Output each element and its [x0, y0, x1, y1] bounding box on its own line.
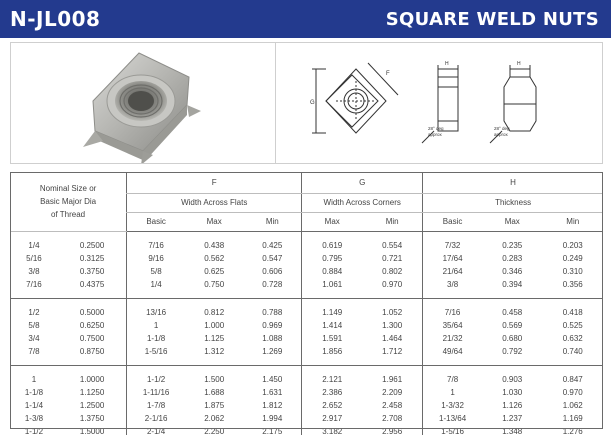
cell-nominal-decimal: 0.8750	[58, 345, 127, 366]
cell-f-max: 1.000	[204, 320, 225, 330]
cell-h-min: 0.740	[542, 345, 603, 366]
cell-f-min: 0.606	[262, 266, 283, 276]
dim-label-f: F	[386, 71, 390, 77]
cell-h-min: 0.249	[562, 253, 583, 263]
table-row	[10, 252, 603, 265]
cell-f-basic: 1/4	[127, 278, 185, 299]
cell-g-min: 1.961	[382, 374, 403, 384]
cell-nominal-size: 7/16	[10, 278, 58, 299]
cell-nominal-size: 5/8	[28, 320, 40, 330]
cell-g-max: 1.591	[302, 332, 362, 345]
group-g-letter: G	[302, 172, 423, 193]
cell-f-basic: 1	[127, 319, 185, 332]
cell-h-max: 0.283	[502, 253, 523, 263]
cell-g-max: 1.149	[302, 298, 362, 319]
cell-g-max: 2.652	[302, 399, 362, 412]
dim-label-h1: H	[445, 61, 449, 67]
cell-h-max: 0.903	[502, 374, 523, 384]
cell-f-basic: 7/16	[127, 231, 185, 252]
col-f-basic: Basic	[127, 212, 185, 231]
cell-f-max: 0.438	[204, 240, 225, 250]
cell-nominal-size: 1	[31, 374, 37, 384]
cell-g-max: 2.121	[302, 365, 362, 386]
cell-f-max: 2.062	[204, 413, 225, 423]
cell-f-min: 1.450	[262, 374, 283, 384]
cell-h-min: 0.632	[562, 333, 583, 343]
dimensions-table	[10, 172, 603, 435]
table-row	[10, 231, 603, 252]
cell-g-max: 0.619	[302, 231, 362, 252]
cell-g-min: 2.458	[382, 400, 403, 410]
cell-g-max: 2.917	[302, 412, 362, 425]
cell-nominal-size: 3/4	[28, 333, 40, 343]
cell-f-max: 0.812	[204, 307, 225, 317]
cell-f-min: 0.969	[262, 320, 283, 330]
cell-f-max: 1.688	[204, 387, 225, 397]
cell-nominal-size: 3/8	[28, 266, 40, 276]
cell-h-min: 0.525	[562, 320, 583, 330]
product-title: SQUARE WELD NUTS	[385, 8, 599, 30]
cell-h-max: 0.680	[502, 333, 523, 343]
cell-f-max: 0.625	[204, 266, 225, 276]
cell-f-max: 1.500	[204, 374, 225, 384]
cell-nominal-decimal: 0.3750	[79, 266, 105, 276]
cell-h-max: 0.458	[502, 307, 523, 317]
cell-h-min: 0.418	[562, 307, 583, 317]
cell-h-basic: 7/16	[423, 298, 482, 319]
cell-nominal-decimal: 1.2500	[79, 400, 105, 410]
cell-nominal-size: 5/16	[26, 253, 42, 263]
col-f-min: Min	[243, 212, 301, 231]
cell-h-basic: 17/64	[423, 252, 482, 265]
cell-g-min: 1.464	[382, 333, 403, 343]
angle-label-1b: approx	[428, 132, 442, 137]
cell-h-min: 0.310	[562, 266, 583, 276]
table-row	[10, 319, 603, 332]
cell-h-basic: 21/32	[423, 332, 482, 345]
col-g-max: Max	[302, 212, 362, 231]
cell-f-min: 1.088	[262, 333, 283, 343]
title-banner	[0, 0, 611, 38]
cell-g-max: 1.856	[302, 345, 362, 366]
technical-drawing	[276, 43, 602, 163]
cell-f-basic: 1-7/8	[127, 399, 185, 412]
cell-f-basic: 9/16	[127, 252, 185, 265]
cell-f-max: 2.250	[204, 426, 225, 435]
cell-nominal-decimal: 0.6250	[79, 320, 105, 330]
angle-label-2b: approx	[494, 132, 508, 137]
cell-nominal-size: 1-3/8	[24, 413, 44, 423]
cell-f-basic: 1-1/8	[127, 332, 185, 345]
cell-h-max: 0.569	[502, 320, 523, 330]
cell-h-basic: 35/64	[423, 319, 482, 332]
cell-f-basic: 5/8	[127, 265, 185, 278]
cell-h-basic: 1-3/32	[423, 399, 482, 412]
cell-nominal-decimal: 0.7500	[79, 333, 105, 343]
cell-g-min: 2.956	[382, 426, 403, 435]
group-g-desc: Width Across Corners	[302, 193, 423, 212]
angle-label-1a: 28° deg	[428, 126, 444, 131]
cell-g-min: 0.802	[382, 266, 403, 276]
cell-h-basic: 7/32	[423, 231, 482, 252]
group-f-desc: Width Across Flats	[127, 193, 302, 212]
cell-f-max: 0.562	[204, 253, 225, 263]
table-row	[10, 425, 603, 435]
cell-f-basic: 1-1/2	[127, 365, 185, 386]
table-row	[10, 298, 603, 319]
part-code: N-JL008	[10, 7, 101, 31]
cell-f-max: 1.875	[204, 400, 225, 410]
cell-g-max: 3.182	[302, 425, 362, 435]
product-photo	[11, 43, 276, 163]
cell-f-min: 1.631	[262, 387, 283, 397]
cell-f-basic: 2-1/4	[127, 425, 185, 435]
table-row	[10, 278, 603, 299]
cell-f-min: 1.994	[262, 413, 283, 423]
cell-f-min: 0.728	[243, 278, 301, 299]
group-f-letter: F	[127, 172, 302, 193]
table-row	[10, 399, 603, 412]
cell-h-basic: 21/64	[423, 265, 482, 278]
table-row	[10, 265, 603, 278]
cell-h-min: 0.356	[542, 278, 603, 299]
cell-h-basic: 49/64	[423, 345, 482, 366]
cell-nominal-decimal: 1.1250	[79, 387, 105, 397]
cell-h-basic: 1	[423, 386, 482, 399]
cell-nominal-decimal: 1.0000	[79, 374, 105, 384]
cell-h-basic: 3/8	[423, 278, 482, 299]
col-h-max: Max	[482, 212, 542, 231]
cell-f-min: 0.788	[262, 307, 283, 317]
table-row	[10, 345, 603, 366]
cell-h-basic: 1-13/64	[423, 412, 482, 425]
table-row	[10, 386, 603, 399]
cell-g-min: 2.209	[382, 387, 403, 397]
cell-h-max: 1.126	[502, 400, 523, 410]
table-row	[10, 412, 603, 425]
cell-nominal-decimal: 0.4375	[58, 278, 127, 299]
cell-nominal-size: 1-1/2	[24, 426, 44, 435]
cell-f-min: 2.175	[262, 426, 283, 435]
col-g-min: Min	[362, 212, 422, 231]
cell-f-min: 0.425	[262, 240, 283, 250]
cell-h-min: 0.970	[562, 387, 583, 397]
group-h-letter: H	[423, 172, 603, 193]
cell-h-max: 1.348	[502, 426, 523, 435]
angle-label-2a: 28° deg	[494, 126, 510, 131]
table-body	[10, 231, 603, 435]
table-row	[10, 365, 603, 386]
cell-nominal-decimal: 1.5000	[79, 426, 105, 435]
col-h-basic: Basic	[423, 212, 482, 231]
cell-nominal-decimal: 1.3750	[79, 413, 105, 423]
cell-g-min: 1.052	[382, 307, 403, 317]
cell-g-max: 1.061	[302, 278, 362, 299]
cell-h-min: 1.276	[562, 426, 583, 435]
cell-f-max: 0.750	[185, 278, 243, 299]
cell-g-min: 0.970	[362, 278, 422, 299]
cell-h-max: 1.237	[502, 413, 523, 423]
cell-h-max: 0.346	[502, 266, 523, 276]
cell-h-basic: 1-5/16	[423, 425, 482, 435]
cell-nominal-size: 1-1/8	[24, 387, 44, 397]
col-h-min: Min	[542, 212, 603, 231]
cell-f-basic: 13/16	[127, 298, 185, 319]
cell-nominal-decimal: 0.3125	[79, 253, 105, 263]
cell-h-min: 0.847	[562, 374, 583, 384]
cell-g-min: 0.721	[382, 253, 403, 263]
cell-h-max: 1.030	[502, 387, 523, 397]
cell-f-basic: 2-1/16	[127, 412, 185, 425]
cell-h-min: 1.169	[562, 413, 583, 423]
cell-nominal-size: 1-1/4	[24, 400, 44, 410]
cell-nominal-decimal: 0.5000	[79, 307, 105, 317]
cell-nominal-decimal: 0.2500	[79, 240, 105, 250]
cell-h-min: 0.203	[562, 240, 583, 250]
group-h-desc: Thickness	[423, 193, 603, 212]
cell-h-basic: 7/8	[423, 365, 482, 386]
cell-f-min: 1.269	[243, 345, 301, 366]
cell-f-max: 1.312	[185, 345, 243, 366]
dim-label-h2: H	[517, 61, 521, 67]
cell-g-max: 1.414	[302, 319, 362, 332]
cell-f-max: 1.125	[204, 333, 225, 343]
cell-g-min: 2.708	[382, 413, 403, 423]
cell-f-basic: 1-5/16	[127, 345, 185, 366]
cell-f-min: 1.812	[262, 400, 283, 410]
cell-h-max: 0.235	[502, 240, 523, 250]
cell-g-min: 1.712	[362, 345, 422, 366]
cell-g-max: 0.795	[302, 252, 362, 265]
col-f-max: Max	[185, 212, 243, 231]
cell-g-max: 2.386	[302, 386, 362, 399]
cell-g-min: 1.300	[382, 320, 403, 330]
dim-label-g: G	[310, 100, 315, 106]
cell-nominal-size: 1/2	[28, 307, 40, 317]
cell-h-max: 0.394	[482, 278, 542, 299]
table-row	[10, 332, 603, 345]
figures-area	[10, 42, 603, 164]
cell-nominal-size: 1/4	[28, 240, 40, 250]
cell-nominal-size: 7/8	[10, 345, 58, 366]
cell-g-min: 0.554	[382, 240, 403, 250]
cell-g-max: 0.884	[302, 265, 362, 278]
cell-f-basic: 1-11/16	[127, 386, 185, 399]
cell-f-min: 0.547	[262, 253, 283, 263]
nominal-size-header: Nominal Size or Basic Major Dia of Thread	[10, 172, 127, 231]
cell-h-min: 1.062	[562, 400, 583, 410]
cell-h-max: 0.792	[482, 345, 542, 366]
